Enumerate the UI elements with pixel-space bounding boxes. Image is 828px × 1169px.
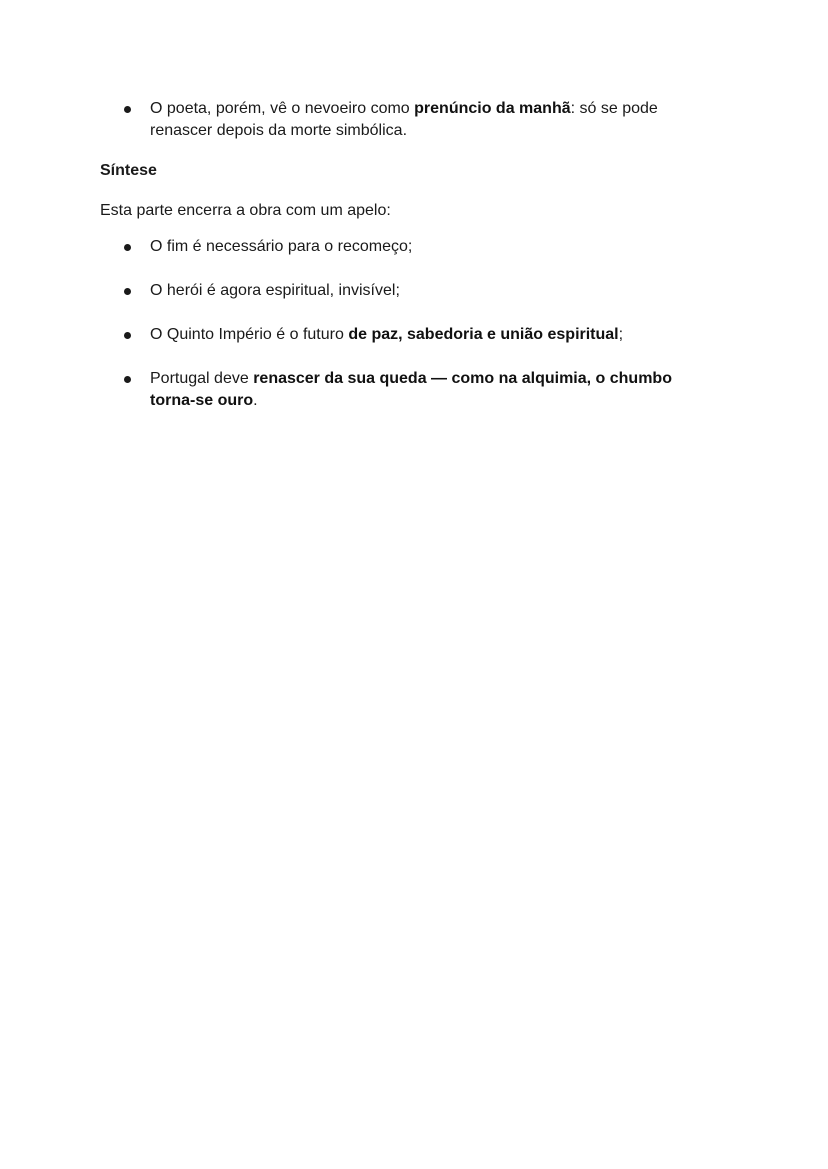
list-item-text-bold: renascer da sua queda — como na alquimia, o chumbo torna-se ouro [150, 370, 672, 409]
list-item-text-pre: O Quinto Império é o futuro [150, 326, 349, 343]
list-item-text-post: : só se pode renascer depois da morte simbólica. [150, 100, 658, 139]
list-item [0, 280, 828, 302]
list-item-text-post: ; [618, 326, 624, 343]
bullet-list-summary [0, 236, 828, 434]
list-item-text-pre: O fim é necessário para o recomeço; [150, 238, 413, 255]
bullet-icon [124, 106, 131, 113]
list-item-text-bold: prenúncio da manhã [414, 100, 571, 117]
list-item [0, 368, 828, 412]
list-item-text-post: . [253, 392, 258, 409]
list-item-text-pre: O poeta, porém, vê o nevoeiro como [150, 100, 415, 117]
section-heading: Síntese [100, 162, 157, 179]
section-intro: Esta parte encerra a obra com um apelo: [100, 202, 391, 219]
list-item [0, 236, 828, 258]
bullet-list-continuation [0, 98, 828, 142]
list-item [0, 324, 828, 346]
list-item-text-bold: de paz, sabedoria e união espiritual [348, 326, 619, 343]
bullet-icon [124, 244, 131, 251]
list-item [0, 98, 828, 142]
list-item-text-pre: Portugal deve [150, 370, 254, 387]
bullet-icon [124, 288, 131, 295]
bullet-icon [124, 376, 131, 383]
bullet-icon [124, 332, 131, 339]
list-item-text-pre: O herói é agora espiritual, invisível; [150, 282, 400, 299]
